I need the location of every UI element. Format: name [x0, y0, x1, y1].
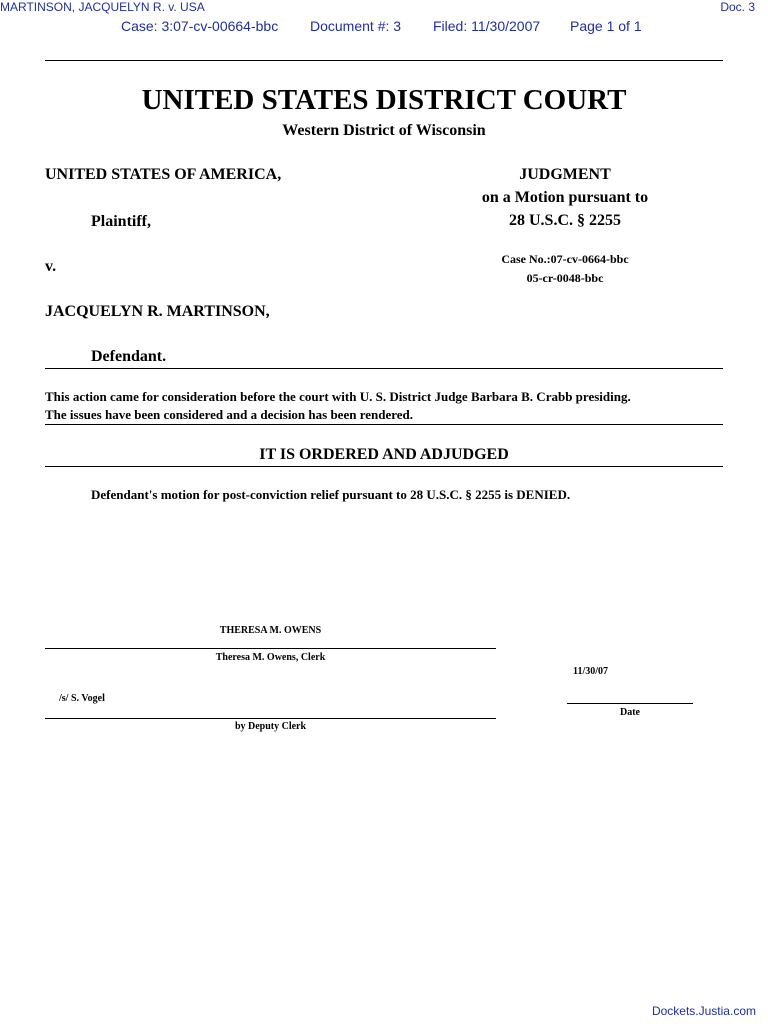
case-number-header: Case: 3:07-cv-00664-bbc [121, 18, 279, 34]
consideration-divider [45, 424, 723, 425]
document-number-header: Document #: 3 [310, 18, 402, 34]
versus: v. [45, 258, 57, 275]
defendant-role: Defendant. [91, 348, 167, 365]
consideration-line-1: This action came for consideration before the court with U. S. District Judge Barbara B. Crabb presiding. [45, 389, 631, 404]
clerk-name-signature: THERESA M. OWENS [219, 625, 322, 636]
filed-date-header: Filed: 11/30/2007 [433, 18, 541, 34]
deputy-label: by Deputy Clerk [234, 721, 307, 732]
consideration-line-2: The issues have been considered and a decision has been rendered. [45, 407, 414, 422]
doc-number: Doc. 3 [720, 0, 755, 14]
source-footer-link[interactable]: Dockets.Justia.com [651, 1004, 756, 1018]
court-title: UNITED STATES DISTRICT COURT [141, 84, 627, 116]
deputy-signature-line [45, 718, 496, 719]
judgment-motion: on a Motion pursuant to [481, 189, 649, 206]
order-text: Defendant's motion for post-conviction relief pursuant to 28 U.S.C. § 2255 is DENIED. [91, 487, 571, 502]
date-line [567, 703, 693, 704]
page-count-header: Page 1 of 1 [570, 18, 642, 34]
clerk-label: Theresa M. Owens, Clerk [215, 652, 326, 663]
ordered-heading: IT IS ORDERED AND ADJUDGED [259, 446, 509, 463]
header-divider [45, 60, 723, 61]
plaintiff-name: UNITED STATES OF AMERICA, [45, 166, 282, 183]
civil-case-number: Case No.:07-cv-0664-bbc [501, 252, 629, 266]
deputy-signature: /s/ S. Vogel [59, 693, 105, 704]
case-caption: MARTINSON, JACQUELYN R. v. USA [0, 0, 205, 14]
date-label: Date [620, 707, 640, 718]
court-district: Western District of Wisconsin [282, 122, 486, 139]
criminal-case-number: 05-cr-0048-bbc [526, 271, 604, 285]
judgment-title: JUDGMENT [519, 166, 611, 183]
defendant-name: JACQUELYN R. MARTINSON, [45, 303, 270, 320]
judgment-statute: 28 U.S.C. § 2255 [508, 212, 621, 229]
plaintiff-role: Plaintiff, [91, 213, 151, 230]
date-value: 11/30/07 [573, 666, 609, 677]
clerk-signature-line [45, 648, 496, 649]
parties-divider [45, 368, 723, 369]
ordered-divider [45, 466, 723, 467]
